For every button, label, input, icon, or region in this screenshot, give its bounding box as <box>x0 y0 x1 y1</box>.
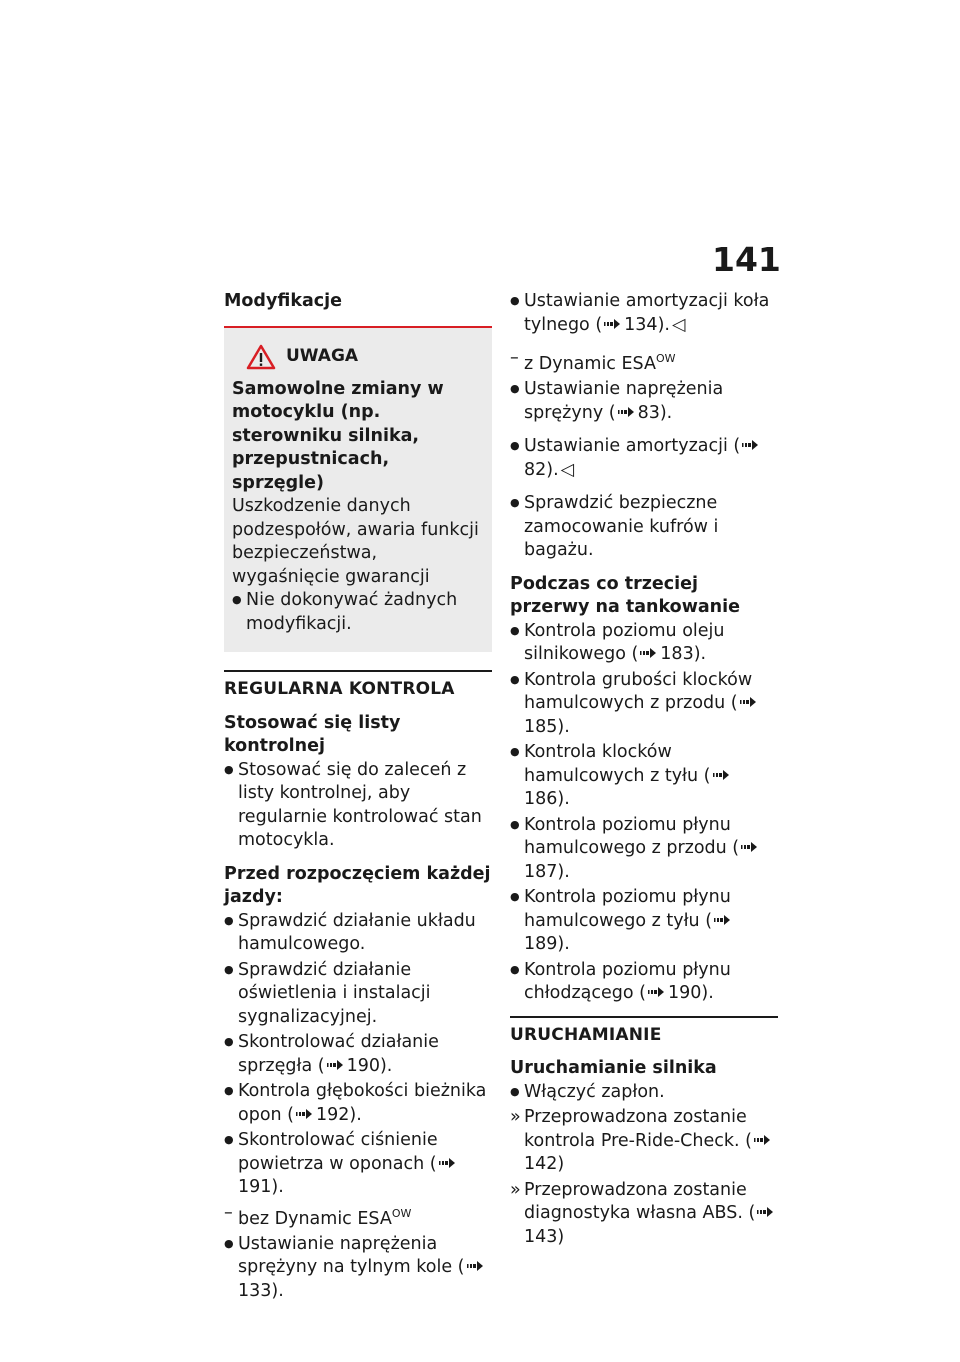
checklist-heading: Stosować się listy kontrolnej <box>224 712 401 756</box>
left-column <box>224 290 492 1305</box>
section-starting: URUCHAMIANIE <box>510 1016 778 1048</box>
page-reference-arrow-icon <box>296 1109 312 1119</box>
list-item: ● Kontrola klocków hamulcowych z tyłu (186). <box>510 741 778 812</box>
page-reference[interactable]: 191 <box>238 1177 272 1197</box>
page-reference-arrow-icon <box>648 987 664 997</box>
warning-cause: Samowolne zmiany w motocyklu (np. sterowniku silnika, przepustnicach, sprzęgle) <box>232 378 444 493</box>
page-reference[interactable]: 187 <box>524 861 558 882</box>
condition-label: – z Dynamic $ESA^{OW}$ <box>510 347 778 376</box>
page-reference[interactable]: 82 <box>524 459 547 480</box>
page-reference[interactable]: 190 <box>668 983 702 1004</box>
list-item: ● Sprawdzić bezpieczne zamocowanie kufrów i bagażu. <box>510 492 778 563</box>
page-reference-arrow-icon <box>604 319 620 329</box>
page-reference-arrow-icon <box>714 915 730 925</box>
page-reference-arrow-icon <box>757 1207 773 1217</box>
list-item: ● Ustawianie amortyzacji koła tylnego ( 134). ◁ <box>510 290 778 337</box>
warning-header <box>232 344 484 370</box>
list-item: ● Stosować się do zaleceń z listy kontrolnej, aby regularnie kontrolować stan motocykla. <box>224 759 492 853</box>
warning-triangle-icon <box>246 344 276 370</box>
page-reference[interactable]: 143 <box>524 1226 558 1247</box>
before-ride-heading: Przed rozpoczęciem każdej jazdy: <box>224 863 491 907</box>
list-item: ● Kontrola poziomu oleju silnikowego ( 183). <box>510 620 778 667</box>
result-item: » Przeprowadzona zostanie kontrola Pre-Ride-Check. (142) <box>510 1106 778 1177</box>
page-reference[interactable]: 190 <box>346 1055 380 1076</box>
page-reference-arrow-icon <box>327 1060 343 1070</box>
page-reference-arrow-icon <box>439 1158 455 1168</box>
page-reference[interactable]: 134 <box>624 314 658 335</box>
start-list <box>510 1081 778 1250</box>
page-reference[interactable]: 142 <box>524 1154 558 1175</box>
page-reference-arrow-icon <box>713 770 729 780</box>
right-column <box>510 290 778 1251</box>
list-item: ● Sprawdzić działanie oświetlenia i instalacji sygnalizacyjnej. <box>224 959 492 1030</box>
list-item: ● Kontrola grubości klocków hamulcowych z przodu (185). <box>510 669 778 740</box>
start-engine-heading: Uruchamianie silnika <box>510 1058 717 1079</box>
list-item: ● Skontrolować ciśnienie powietrza w oponach (191). <box>224 1129 492 1200</box>
list-item: ● Kontrola poziomu płynu hamulcowego z przodu (187). <box>510 814 778 885</box>
refuel-heading: Podczas co trzeciej przerwy na tankowanie <box>510 573 740 618</box>
page-reference-arrow-icon <box>742 440 758 450</box>
warning-title: UWAGA <box>286 345 359 366</box>
list-item: ● Kontrola poziomu płynu hamulcowego z tyłu (189). <box>510 886 778 957</box>
page-reference[interactable]: 192 <box>316 1104 350 1125</box>
modifications-heading: Modyfikacje <box>224 291 343 311</box>
refuel-list <box>510 620 778 1006</box>
page-reference-arrow-icon <box>754 1135 770 1145</box>
page-reference-arrow-icon <box>640 648 656 658</box>
page-reference[interactable]: 83 <box>637 402 660 423</box>
before-ride-list <box>224 910 492 1304</box>
list-item: ● Kontrola poziomu płynu chłodzącego ( 190). <box>510 959 778 1006</box>
page-reference[interactable]: 186 <box>524 789 558 810</box>
page-reference-arrow-icon <box>741 842 757 852</box>
page-reference-arrow-icon <box>618 407 634 417</box>
page-reference-arrow-icon <box>740 697 756 707</box>
warning-consequence: Uszkodzenie danych podzespołów, awaria funkcji bezpieczeństwa, wygaśnięcie gwarancji <box>232 496 479 587</box>
section-regular-check: REGULARNA KONTROLA <box>224 670 492 702</box>
warning-box <box>224 326 492 653</box>
condition-label: – bez Dynamic $ESA^{OW}$ <box>224 1202 492 1231</box>
page-number: 141 <box>712 240 781 279</box>
page-reference[interactable]: 183 <box>660 644 694 665</box>
list-item: ● Ustawianie naprężenia sprężyny ( 83). <box>510 378 778 425</box>
list-item: ● Sprawdzić działanie układu hamulcowego. <box>224 910 492 957</box>
list-item: ● Włączyć zapłon. <box>510 1081 778 1105</box>
end-marker-icon: ◁ <box>671 314 686 335</box>
warning-action: ● Nie dokonywać żadnych modyfikacji. <box>232 589 484 636</box>
page-reference[interactable]: 189 <box>524 934 558 955</box>
result-item: » Przeprowadzona zostanie diagnostyka własna ABS. (143) <box>510 1179 778 1250</box>
list-item: ● Ustawianie amortyzacji (82). ◁ <box>510 435 778 482</box>
end-marker-icon: ◁ <box>560 459 575 480</box>
list-item: ● Skontrolować działanie sprzęgła ( 190). <box>224 1031 492 1078</box>
list-item: ● Ustawianie naprężenia sprężyny na tylnym kole (133). <box>224 1233 492 1304</box>
page-reference-arrow-icon <box>467 1261 483 1271</box>
list-item: ● Kontrola głębokości bieżnika opon ( 192). <box>224 1080 492 1127</box>
page-reference[interactable]: 133 <box>238 1280 272 1301</box>
page-reference[interactable]: 185 <box>524 716 558 737</box>
